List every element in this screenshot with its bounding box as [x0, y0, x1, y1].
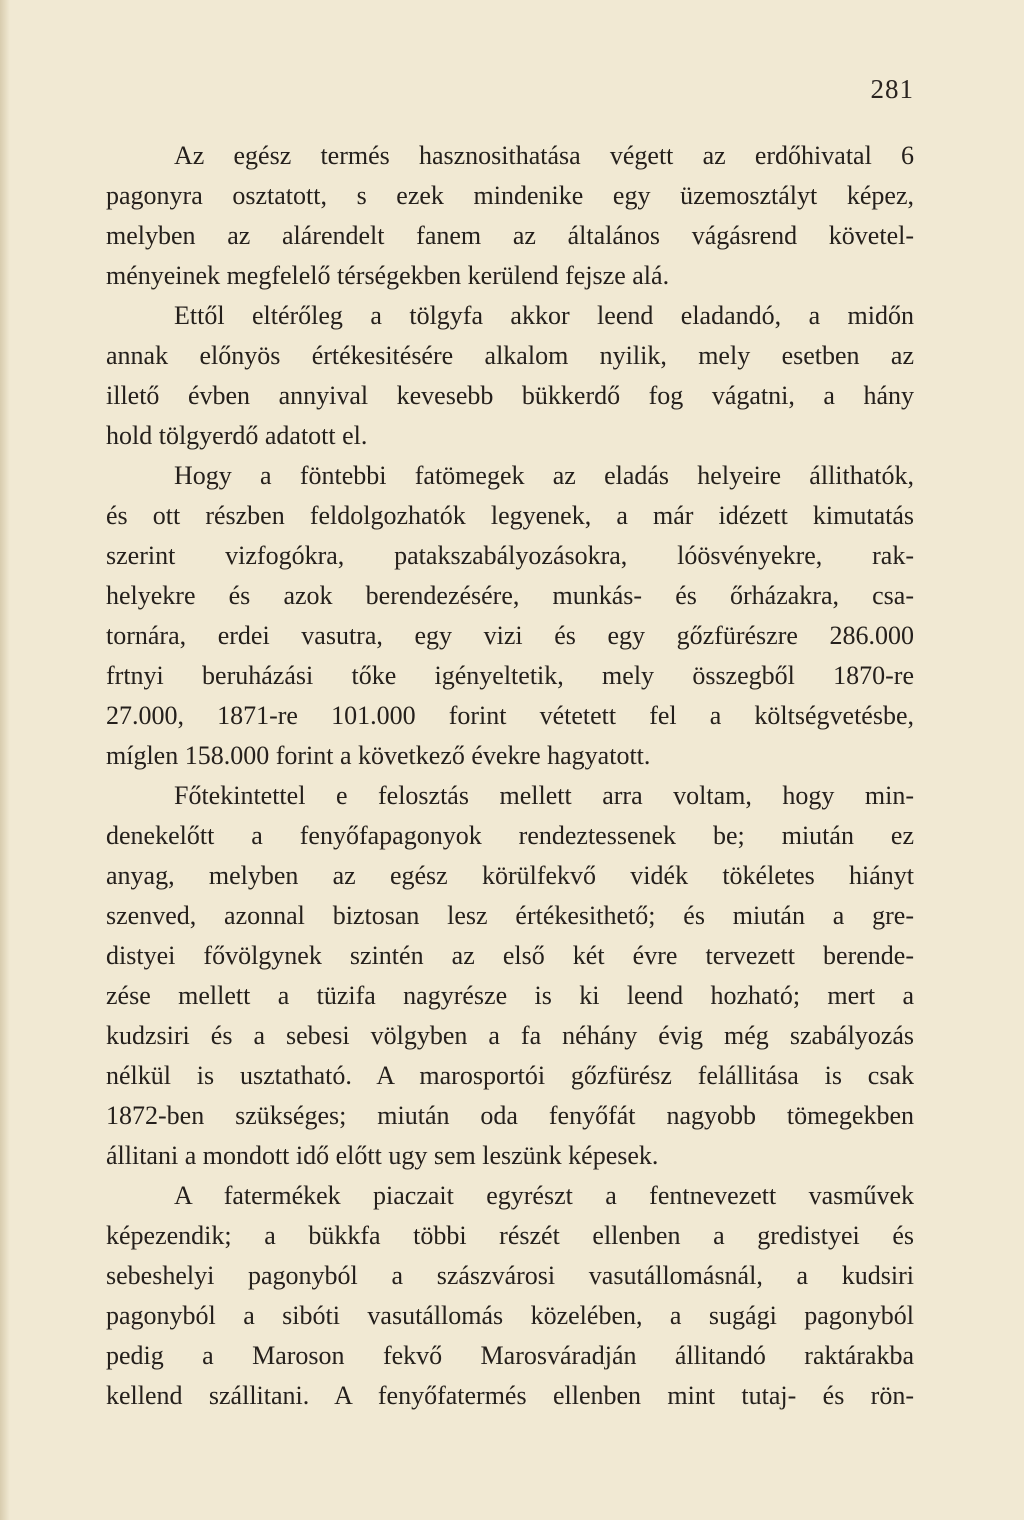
text-line: míglen 158.000 forint a következő évekre hagyatott. — [106, 741, 651, 770]
text-line: A fatermékek piaczait egyrészt a fentnevezett vasművek — [174, 1181, 914, 1210]
text-line: ményeinek megfelelő térségekben kerülend fejsze alá. — [106, 261, 670, 290]
text-line: denekelőtt a fenyőfapagonyok rendeztessenek be; miután ez — [106, 821, 914, 850]
text-line: hold tölgyerdő adatott el. — [106, 421, 368, 450]
text-line: annak előnyös értékesitésére alkalom nyilik, mely esetben az — [106, 341, 914, 370]
text-line: frtnyi beruházási tőke igényeltetik, mely összegből 1870-re — [106, 661, 914, 690]
text-line: Főtekintettel e felosztás mellett arra voltam, hogy min- — [174, 781, 914, 810]
text-line: nélkül is usztatható. A marosportói gőzfürész felállitása is csak — [106, 1061, 914, 1090]
text-line: tornára, erdei vasutra, egy vizi és egy gőzfürészre 286.000 — [106, 621, 914, 650]
text-line: Az egész termés hasznosithatása végett az erdőhivatal 6 — [174, 141, 914, 170]
text-line: állitani a mondott idő előtt ugy sem leszünk képesek. — [106, 1141, 659, 1170]
text-line: kudzsiri és a sebesi völgyben a fa néhány évig még szabályozás — [106, 1021, 914, 1050]
text-line: anyag, melyben az egész körülfekvő vidék tökéletes hiányt — [106, 861, 914, 890]
text-line: melyben az alárendelt fanem az általános vágásrend követel- — [106, 221, 914, 250]
text-line: zése mellett a tüzifa nagyrésze is ki leend hozható; mert a — [106, 981, 914, 1010]
text-line: 1872-ben szükséges; miután oda fenyőfát nagyobb tömegekben — [106, 1101, 914, 1130]
text-line: helyekre és azok berendezésére, munkás- és őrházakra, csa- — [106, 581, 914, 610]
page-edge-shadow — [0, 0, 10, 1520]
body-text — [106, 136, 914, 1416]
text-line: szerint vizfogókra, patakszabályozásokra, lóösvényekre, rak- — [106, 541, 914, 570]
text-line: pedig a Maroson fekvő Marosváradján állitandó raktárakba — [106, 1341, 914, 1370]
text-line: kellend szállitani. A fenyőfatermés ellenben mint tutaj- és rön- — [106, 1381, 914, 1410]
text-line: képezendik; a bükkfa többi részét ellenben a gredistyei és — [106, 1221, 914, 1250]
text-line: Hogy a föntebbi fatömegek az eladás helyeire állithatók, — [174, 461, 914, 490]
text-line: distyei fővölgynek szintén az első két évre tervezett berende- — [106, 941, 914, 970]
text-line: sebeshelyi pagonyból a szászvárosi vasutállomásnál, a kudsiri — [106, 1261, 914, 1290]
text-line: és ott részben feldolgozhatók legyenek, a már idézett kimutatás — [106, 501, 914, 530]
text-line: 27.000, 1871-re 101.000 forint vétetett fel a költségvetésbe, — [106, 701, 914, 730]
page-number: 281 — [870, 74, 914, 104]
text-line: pagonyból a sibóti vasutállomás közelében, a sugági pagonyból — [106, 1301, 914, 1330]
text-line: pagonyra osztatott, s ezek mindenike egy üzemosztályt képez, — [106, 181, 914, 210]
text-line: szenved, azonnal biztosan lesz értékesithető; és miután a gre- — [106, 901, 914, 930]
text-line: illető évben annyival kevesebb bükkerdő fog vágatni, a hány — [106, 381, 914, 410]
text-line: Ettől eltérőleg a tölgyfa akkor leend eladandó, a midőn — [174, 301, 914, 330]
